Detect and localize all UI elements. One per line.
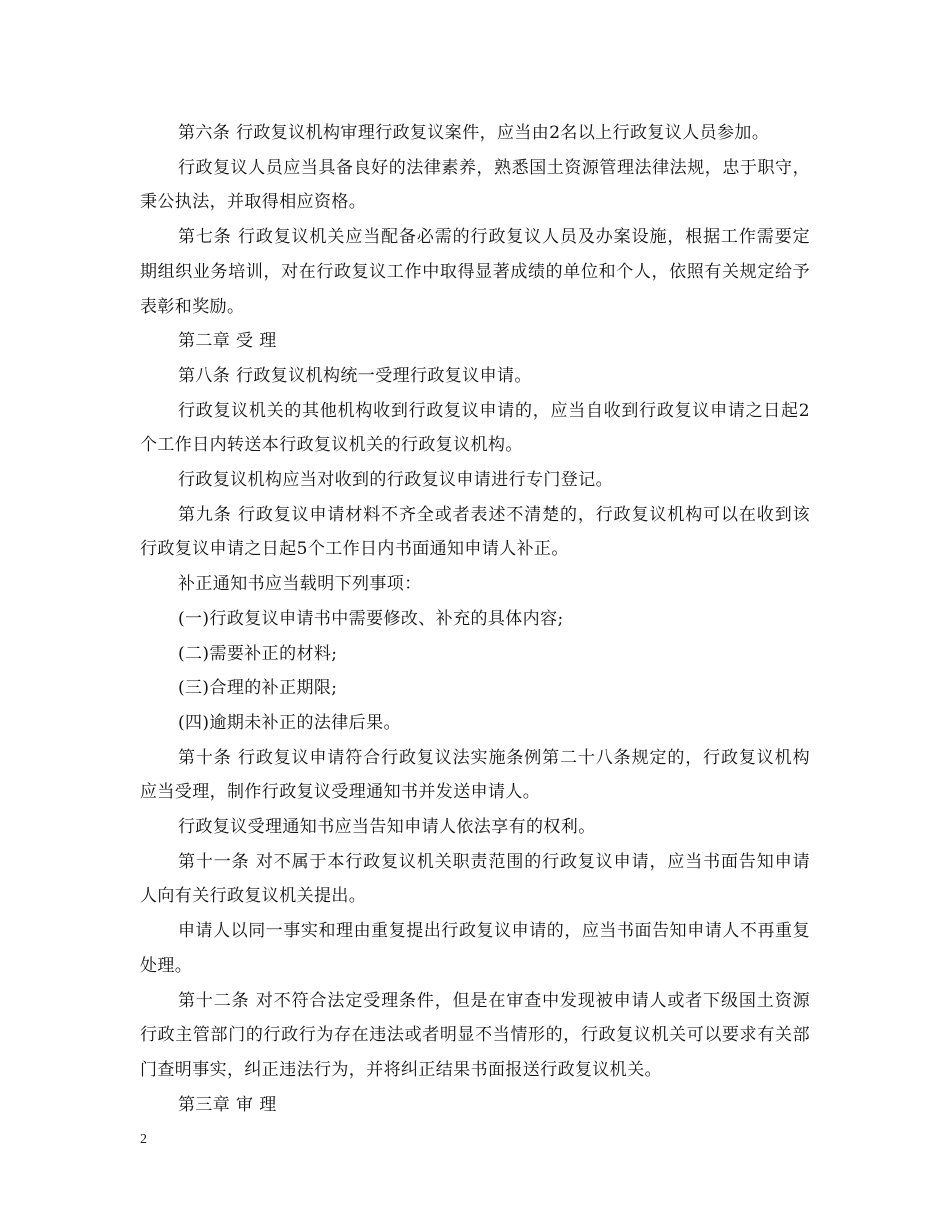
article-7: 第七条 行政复议机关应当配备必需的行政复议人员及办案设施，根据工作需要定期组织业务培训，对在行政复议工作中取得显著成绩的单位和个人，依照有关规定给予表彰和奖励。 <box>140 227 810 317</box>
article-8: 第八条 行政复议机构统一受理行政复议申请。 <box>178 365 532 386</box>
article-9-item-1: (一)行政复议申请书中需要修改、补充的具体内容; <box>178 608 564 629</box>
article-12: 第十二条 对不符合法定受理条件，但是在审查中发现被申请人或者下级国土资源行政主管部门的行政行为存在违法或者明显不当情形的，行政复议机关可以要求有关部门查明事实，纠正违法行为，并将纠正结果书面报送行政复议机关。 <box>140 990 810 1080</box>
article-9-paragraph-2: 补正通知书应当载明下列事项： <box>178 574 422 595</box>
article-10: 第十条 行政复议申请符合行政复议法实施条例第二十八条规定的，行政复议机构应当受理，制作行政复议受理通知书并发送申请人。 <box>140 747 810 803</box>
article-9: 第九条 行政复议申请材料不齐全或者表述不清楚的，行政复议机构可以在收到该行政复议申请之日起5个工作日内书面通知申请人补正。 <box>140 504 810 560</box>
article-9-item-2: (二)需要补正的材料; <box>178 643 338 664</box>
article-9-item-3: (三)合理的补正期限; <box>178 678 338 699</box>
chapter-3-heading: 第三章 审 理 <box>178 1094 277 1115</box>
article-9-item-4: (四)逾期未补正的法律后果。 <box>178 712 401 733</box>
article-10-paragraph-2: 行政复议受理通知书应当告知申请人依法享有的权利。 <box>178 817 596 838</box>
article-8-paragraph-3: 行政复议机构应当对收到的行政复议申请进行专门登记。 <box>178 470 613 491</box>
chapter-2-heading: 第二章 受 理 <box>178 331 277 352</box>
page-number: 2 <box>140 1132 147 1147</box>
article-11-paragraph-2: 申请人以同一事实和理由重复提出行政复议申请的，应当书面告知申请人不再重复处理。 <box>140 921 810 976</box>
article-6-paragraph-2: 行政复议人员应当具备良好的法律素养，熟悉国土资源管理法律法规，忠于职守，秉公执法，并取得相应资格。 <box>140 157 810 213</box>
article-6: 第六条 行政复议机构审理行政复议案件，应当由2名以上行政复议人员参加。 <box>178 123 770 143</box>
document-body <box>140 116 810 1122</box>
article-11: 第十一条 对不属于本行政复议机关职责范围的行政复议申请，应当书面告知申请人向有关行政复议机关提出。 <box>140 851 810 907</box>
article-8-paragraph-2: 行政复议机关的其他机构收到行政复议申请的，应当自收到行政复议申请之日起2个工作日内转送本行政复议机关的行政复议机构。 <box>140 400 810 456</box>
